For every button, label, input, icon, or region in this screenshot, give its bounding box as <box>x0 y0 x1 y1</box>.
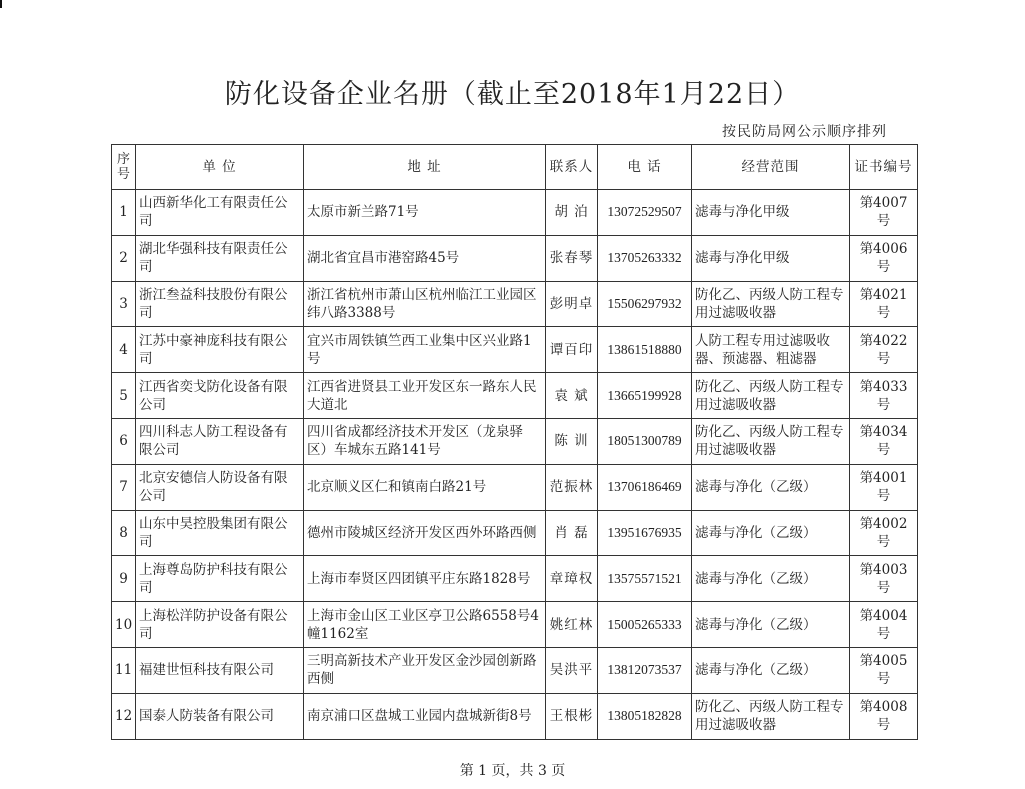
table-row <box>112 693 918 739</box>
cell-contact: 姚红林 <box>546 602 598 648</box>
cell-seq: 4 <box>112 327 136 373</box>
cell-phone: 15506297932 <box>598 281 692 327</box>
cell-seq: 1 <box>112 190 136 236</box>
cell-cert: 第4021号 <box>850 281 918 327</box>
cell-address: 三明高新技术产业开发区金沙园创新路西侧 <box>304 647 546 693</box>
cell-contact: 张春琴 <box>546 235 598 281</box>
table-row <box>112 327 918 373</box>
header-unit: 单 位 <box>136 145 304 190</box>
cell-cert: 第4008号 <box>850 693 918 739</box>
cell-phone: 13072529507 <box>598 190 692 236</box>
cell-contact: 谭百印 <box>546 327 598 373</box>
cell-address: 浙江省杭州市萧山区杭州临江工业园区纬八路3388号 <box>304 281 546 327</box>
cell-cert: 第4022号 <box>850 327 918 373</box>
cell-phone: 18051300789 <box>598 418 692 464</box>
scan-corner-mark <box>0 0 2 8</box>
cell-phone: 13575571521 <box>598 556 692 602</box>
cell-unit: 湖北华强科技有限责任公司 <box>136 235 304 281</box>
cell-phone: 13861518880 <box>598 327 692 373</box>
cell-phone: 13805182828 <box>598 693 692 739</box>
cell-scope: 人防工程专用过滤吸收器、预滤器、粗滤器 <box>692 327 850 373</box>
cell-cert: 第4005号 <box>850 647 918 693</box>
enterprise-roster-table <box>111 144 918 740</box>
cell-address: 上海市金山区工业区亭卫公路6558号4幢1162室 <box>304 602 546 648</box>
cell-contact: 胡 泊 <box>546 190 598 236</box>
cell-scope: 滤毒与净化（乙级） <box>692 602 850 648</box>
cell-address: 上海市奉贤区四团镇平庄东路1828号 <box>304 556 546 602</box>
cell-cert: 第4003号 <box>850 556 918 602</box>
cell-address: 德州市陵城区经济开发区西外环路西侧 <box>304 510 546 556</box>
cell-contact: 袁 斌 <box>546 373 598 419</box>
cell-unit: 江西省奕戈防化设备有限公司 <box>136 373 304 419</box>
header-address: 地 址 <box>304 145 546 190</box>
cell-address: 江西省进贤县工业开发区东一路东人民大道北 <box>304 373 546 419</box>
cell-scope: 防化乙、丙级人防工程专用过滤吸收器 <box>692 693 850 739</box>
cell-unit: 福建世恒科技有限公司 <box>136 647 304 693</box>
cell-contact: 彭明卓 <box>546 281 598 327</box>
cell-scope: 防化乙、丙级人防工程专用过滤吸收器 <box>692 281 850 327</box>
cell-phone: 13951676935 <box>598 510 692 556</box>
cell-scope: 滤毒与净化（乙级） <box>692 464 850 510</box>
cell-address: 宜兴市周铁镇竺西工业集中区兴业路1号 <box>304 327 546 373</box>
table-row <box>112 647 918 693</box>
cell-cert: 第4002号 <box>850 510 918 556</box>
cell-phone: 13665199928 <box>598 373 692 419</box>
cell-contact: 范振林 <box>546 464 598 510</box>
cell-seq: 11 <box>112 647 136 693</box>
cell-contact: 肖 磊 <box>546 510 598 556</box>
cell-phone: 15005265333 <box>598 602 692 648</box>
cell-cert: 第4033号 <box>850 373 918 419</box>
header-phone: 电 话 <box>598 145 692 190</box>
cell-address: 太原市新兰路71号 <box>304 190 546 236</box>
header-cert: 证书编号 <box>850 145 918 190</box>
cell-cert: 第4007号 <box>850 190 918 236</box>
cell-seq: 8 <box>112 510 136 556</box>
table-body <box>112 190 918 740</box>
cell-seq: 7 <box>112 464 136 510</box>
cell-phone: 13706186469 <box>598 464 692 510</box>
table-row <box>112 556 918 602</box>
cell-scope: 防化乙、丙级人防工程专用过滤吸收器 <box>692 373 850 419</box>
table-row <box>112 190 918 236</box>
cell-unit: 上海松洋防护设备有限公司 <box>136 602 304 648</box>
cell-seq: 3 <box>112 281 136 327</box>
cell-unit: 浙江叁益科技股份有限公司 <box>136 281 304 327</box>
cell-cert: 第4006号 <box>850 235 918 281</box>
cell-unit: 江苏中豪神庞科技有限公司 <box>136 327 304 373</box>
cell-address: 南京浦口区盘城工业园内盘城新街8号 <box>304 693 546 739</box>
cell-contact: 吴洪平 <box>546 647 598 693</box>
cell-contact: 王根彬 <box>546 693 598 739</box>
cell-unit: 山西新华化工有限责任公司 <box>136 190 304 236</box>
page-title: 防化设备企业名册（截止至2018年1月22日） <box>224 79 801 110</box>
header-seq: 序号 <box>112 145 136 190</box>
table-header-row <box>112 145 918 190</box>
header-scope: 经营范围 <box>692 145 850 190</box>
header-contact: 联系人 <box>546 145 598 190</box>
cell-seq: 12 <box>112 693 136 739</box>
cell-seq: 2 <box>112 235 136 281</box>
cell-seq: 5 <box>112 373 136 419</box>
table-row <box>112 418 918 464</box>
table-row <box>112 510 918 556</box>
page-footer: 第 1 页，共 3 页 <box>459 763 566 779</box>
cell-contact: 章璋权 <box>546 556 598 602</box>
table-row <box>112 281 918 327</box>
cell-cert: 第4004号 <box>850 602 918 648</box>
cell-contact: 陈 训 <box>546 418 598 464</box>
cell-address: 北京顺义区仁和镇南白路21号 <box>304 464 546 510</box>
cell-scope: 滤毒与净化甲级 <box>692 190 850 236</box>
cell-unit: 上海尊岛防护科技有限公司 <box>136 556 304 602</box>
cell-seq: 6 <box>112 418 136 464</box>
cell-scope: 滤毒与净化（乙级） <box>692 647 850 693</box>
cell-phone: 13812073537 <box>598 647 692 693</box>
cell-address: 四川省成都经济技术开发区（龙泉驿区）车城东五路141号 <box>304 418 546 464</box>
cell-unit: 山东中昊控股集团有限公司 <box>136 510 304 556</box>
cell-scope: 滤毒与净化（乙级） <box>692 510 850 556</box>
cell-scope: 防化乙、丙级人防工程专用过滤吸收器 <box>692 418 850 464</box>
cell-address: 湖北省宜昌市港窑路45号 <box>304 235 546 281</box>
cell-cert: 第4034号 <box>850 418 918 464</box>
table-row <box>112 602 918 648</box>
cell-seq: 9 <box>112 556 136 602</box>
cell-cert: 第4001号 <box>850 464 918 510</box>
cell-phone: 13705263332 <box>598 235 692 281</box>
table-row <box>112 373 918 419</box>
cell-seq: 10 <box>112 602 136 648</box>
cell-unit: 北京安德信人防设备有限公司 <box>136 464 304 510</box>
cell-unit: 国泰人防装备有限公司 <box>136 693 304 739</box>
cell-unit: 四川科志人防工程设备有限公司 <box>136 418 304 464</box>
table-row <box>112 235 918 281</box>
cell-scope: 滤毒与净化甲级 <box>692 235 850 281</box>
table-row <box>112 464 918 510</box>
cell-scope: 滤毒与净化（乙级） <box>692 556 850 602</box>
page-subtitle: 按民防局网公示顺序排列 <box>722 124 887 140</box>
